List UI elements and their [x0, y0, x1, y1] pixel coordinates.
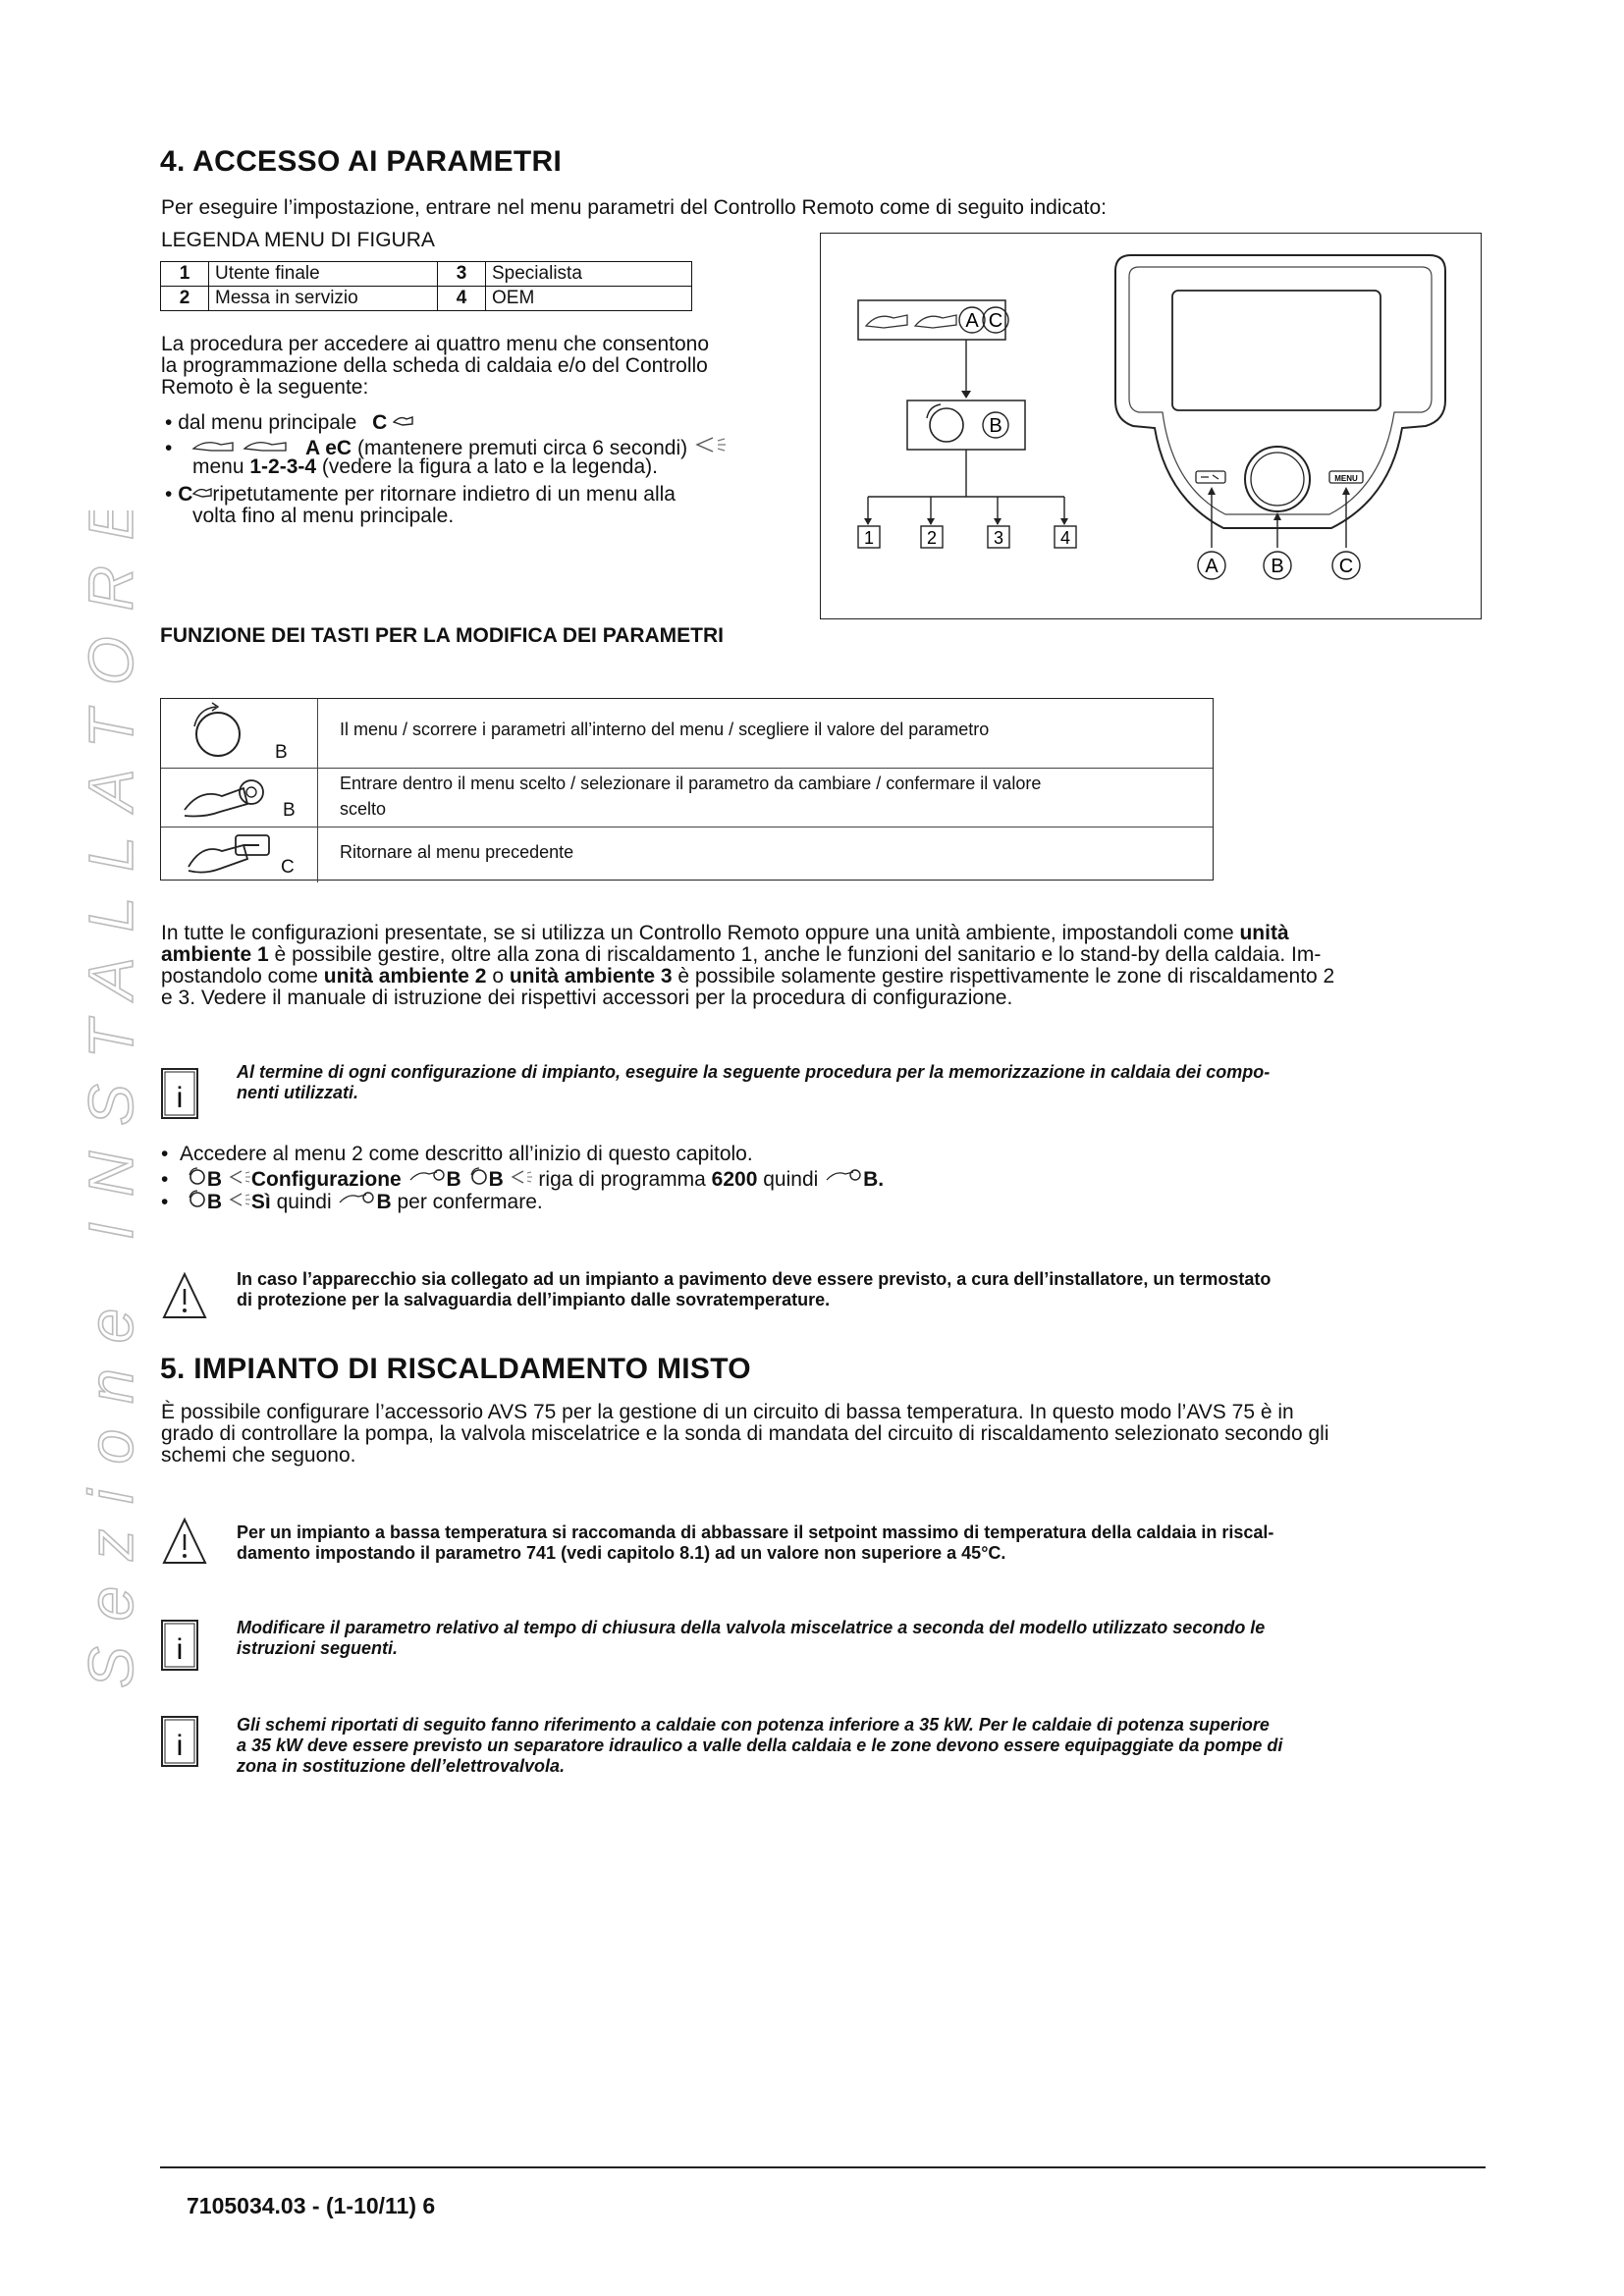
knob-icon	[186, 1189, 207, 1208]
figure-label-c: C	[1338, 556, 1354, 577]
warning-note: Per un impianto a bassa temperatura si raccomanda di abbassare il setpoint massimo di temperatura della caldaia in riscal-	[237, 1522, 1274, 1542]
step1: • dal menu principale C	[165, 412, 414, 434]
svg-text:i: i	[176, 1633, 184, 1666]
menu-button-label: MENU	[1334, 474, 1358, 483]
para-text: In tutte le configurazioni presentate, se si utilizza un Controllo Remoto oppure una unità ambiente, impostandoli come	[161, 922, 1240, 944]
para-text: postandolo come	[161, 965, 324, 988]
configurazione-label: Configurazione	[250, 1168, 402, 1191]
legend-num: 4	[438, 287, 486, 311]
two-hands-icon	[191, 437, 299, 454]
info-icon	[161, 1716, 198, 1767]
label-a: A	[965, 310, 979, 332]
para-line	[161, 923, 1487, 944]
legend-title: LEGENDA MENU DI FIGURA	[161, 229, 435, 251]
bullet-2: • B Configurazione B B riga di programma 6200 quindi B.	[161, 1168, 885, 1191]
key-text: Entrare dentro il menu scelto / selezionare il parametro da cambiare / confermare il valore	[340, 774, 1042, 793]
key-row	[161, 827, 1213, 882]
arrow-left-icon	[228, 1168, 251, 1186]
knob-icon	[161, 699, 316, 768]
para-bold: unità ambiente 2	[323, 965, 487, 988]
info-icon	[161, 1620, 198, 1671]
figure-label-a: A	[1205, 556, 1218, 577]
label-b: B	[989, 415, 1002, 437]
info-note-cont: zona in sostituzione dell’elettrovalvola.	[237, 1756, 566, 1776]
legend-label: Messa in servizio	[209, 287, 438, 311]
info-note: Al termine di ogni configurazione di impianto, eseguire la seguente procedura per la memorizzazione in caldaia dei compo-	[237, 1062, 1271, 1082]
legend-label: Utente finale	[209, 262, 438, 287]
legend-num: 3	[438, 262, 486, 287]
bullet-text: per confermare.	[397, 1191, 543, 1213]
para-text: è possibile gestire, oltre alla zona di riscaldamento 1, anche le funzioni del sanitario e lo stand-by della caldaia. Im-	[268, 943, 1322, 966]
back-key-icon	[393, 413, 414, 429]
key-icon-cell	[161, 769, 318, 828]
menu-boxes	[858, 497, 1076, 548]
warning-note-cont: damento impostando il parametro 741 (vedi capitolo 8.1) ad un valore non superiore a 45°C.	[237, 1543, 1006, 1563]
key-b: B.	[863, 1168, 885, 1191]
menu-2: 2	[926, 528, 938, 548]
step3: • C ripetutamente per ritornare indietro di un menu alla	[165, 483, 676, 506]
key-b: B	[206, 1168, 223, 1191]
bullet-text: quindi	[276, 1191, 332, 1213]
step2-menus: 1-2-3-4	[249, 455, 317, 478]
warning-icon	[162, 1517, 207, 1566]
step3-text: ripetutamente per ritornare indietro di un menu alla	[212, 483, 676, 506]
key-letter: B	[283, 800, 296, 821]
menu-3: 3	[993, 528, 1004, 548]
para-text: e 3. Vedere il manuale di istruzione dei rispettivi accessori per la procedura di configurazione.	[161, 987, 1013, 1009]
para-text: o	[486, 965, 510, 988]
step3-line2: volta fino al menu principale.	[192, 505, 455, 527]
svg-text:i: i	[176, 1730, 184, 1762]
key-b: B	[488, 1168, 504, 1191]
footer-code: 7105034.03 - (1-10/11) 6	[187, 2193, 436, 2218]
menu-4: 4	[1059, 528, 1071, 548]
bullet-text: riga di programma	[538, 1168, 706, 1191]
section5-title: 5. IMPIANTO DI RISCALDAMENTO MISTO	[160, 1353, 751, 1385]
key-b: B	[206, 1191, 223, 1213]
keys-heading: FUNZIONE DEI TASTI PER LA MODIFICA DEI PARAMETRI	[160, 624, 724, 647]
info-note-cont: istruzioni seguenti.	[237, 1638, 399, 1658]
arrow-left-icon	[693, 435, 729, 454]
legend-num: 1	[161, 262, 209, 287]
warning-note: In caso l’apparecchio sia collegato ad un impianto a pavimento deve essere previsto, a cura dell’installatore, un termostato	[237, 1269, 1272, 1289]
knob-icon	[467, 1166, 489, 1186]
key-b: B	[446, 1168, 461, 1191]
para-line: grado di controllare la pompa, la valvola miscelatrice e la sonda di mandata del circuito di riscaldamento selezionato secondo gli	[161, 1422, 1329, 1445]
info-note-cont: nenti utilizzati.	[237, 1083, 358, 1102]
keys-table	[160, 698, 1214, 881]
key-text: Il menu / scorrere i parametri all’interno del menu / scegliere il valore del parametro	[340, 720, 990, 739]
para-bold: unità ambiente 3	[509, 965, 673, 988]
legend-num: 2	[161, 287, 209, 311]
figure-label-b: B	[1271, 556, 1284, 577]
step1-key: C	[372, 411, 388, 434]
knob-b-box	[907, 400, 1025, 450]
legend-label: Specialista	[486, 262, 692, 287]
procedure-line: Remoto è la seguente:	[161, 376, 369, 399]
info-note-cont: a 35 kW deve essere previsto un separatore idraulico a valle della caldaia e le zone devono essere equipaggiate da pompe di	[237, 1735, 1283, 1755]
rotary-knob	[1245, 447, 1310, 511]
key-row	[161, 699, 1213, 768]
step1-text: dal menu principale	[178, 411, 357, 434]
warning-icon	[162, 1271, 207, 1320]
display-screen	[1172, 291, 1380, 410]
para-line	[161, 988, 1487, 1009]
hand-icon	[866, 315, 907, 328]
button-a	[1196, 471, 1225, 483]
para-line	[161, 944, 1487, 966]
remote-control-body	[1115, 255, 1445, 528]
section5-paragraph	[161, 1402, 1487, 1467]
side-label-text: Sezione INSTALLATORE (IT)	[76, 510, 146, 1688]
menu-1: 1	[863, 528, 875, 548]
bullet-text: quindi	[763, 1168, 819, 1191]
side-label	[39, 510, 157, 1688]
key-text: Ritornare al menu precedente	[340, 842, 574, 862]
para-text: è possibile solamente gestire rispettivamente le zone di riscaldamento 2	[672, 965, 1335, 988]
legend-row	[161, 287, 692, 311]
step3-key: C	[178, 483, 193, 506]
key-text-cont: scelto	[340, 799, 387, 819]
para-bold: ambiente 1	[161, 943, 269, 966]
info-note: Modificare il parametro relativo al tempo di chiusura della valvola miscelatrice a seconda del modello utilizzato secondo le	[237, 1618, 1266, 1637]
section4-intro: Per eseguire l’impostazione, entrare nel menu parametri del Controllo Remoto come di seguito indicato:	[161, 196, 1107, 219]
info-note: Gli schemi riportati di seguito fanno riferimento a caldaie con potenza inferiore a 35 kW. Per le caldaie di potenza superiore	[237, 1715, 1270, 1735]
para-line: schemi che seguono.	[161, 1444, 356, 1467]
knob-icon	[186, 1166, 207, 1186]
key-b: B	[376, 1191, 392, 1213]
para-line: È possibile configurare l’accessorio AVS 75 per la gestione di un circuito di bassa temperatura. In questo modo l’AVS 75 è in	[161, 1401, 1294, 1423]
warning-note-cont: di protezione per la salvaguardia dell’impianto dalle sovratemperature.	[237, 1290, 831, 1309]
si-label: Sì	[250, 1191, 271, 1213]
legend-table	[160, 261, 692, 311]
controller-figure	[820, 233, 1482, 619]
figure-drawing	[821, 234, 1481, 618]
bullet-3: • B Sì quindi B per confermare.	[161, 1191, 543, 1213]
back-key-icon	[192, 485, 212, 501]
program-line-code: 6200	[711, 1168, 758, 1191]
key-letter: C	[281, 857, 295, 878]
step2: • A eC (mantenere premuti circa 6 secondi)	[165, 435, 729, 459]
svg-text:i: i	[176, 1082, 184, 1114]
step2-text: (mantenere premuti circa 6 secondi)	[356, 437, 688, 459]
procedure-line: la programmazione della scheda di caldaia e/o del Controllo	[161, 354, 708, 377]
step2-ref: (vedere la figura a lato e la legenda).	[321, 455, 658, 478]
knob-icon	[930, 408, 963, 442]
key-icon-cell	[161, 828, 318, 882]
step2-menu-label: menu	[192, 455, 244, 478]
legend-row	[161, 262, 692, 287]
section4-title: 4. ACCESSO AI PARAMETRI	[160, 145, 563, 178]
arrow-left-icon	[510, 1168, 533, 1186]
legend-label: OEM	[486, 287, 692, 311]
para-line	[161, 966, 1487, 988]
arrow-left-icon	[228, 1191, 251, 1208]
step2-keys: A eC	[305, 437, 352, 459]
bullet-text: Accedere al menu 2 come descritto all’inizio di questo capitolo.	[180, 1143, 753, 1165]
key-icon-cell	[161, 699, 318, 768]
info-icon	[161, 1068, 198, 1119]
hand-icon	[915, 315, 956, 328]
config-paragraph	[161, 923, 1487, 1009]
press-knob-icon	[337, 1189, 376, 1208]
procedure-line: La procedura per accedere ai quattro menu che consentono	[161, 333, 710, 355]
label-c: C	[988, 310, 1003, 332]
bullet-1: • Accedere al menu 2 come descritto all’inizio di questo capitolo.	[161, 1143, 753, 1165]
footer-rule	[160, 2166, 1486, 2168]
key-letter: B	[275, 742, 288, 763]
step2-line2	[192, 456, 658, 478]
press-knob-icon	[407, 1166, 447, 1186]
para-bold: unità	[1239, 922, 1289, 944]
press-knob-icon	[824, 1166, 863, 1186]
key-row	[161, 768, 1213, 828]
